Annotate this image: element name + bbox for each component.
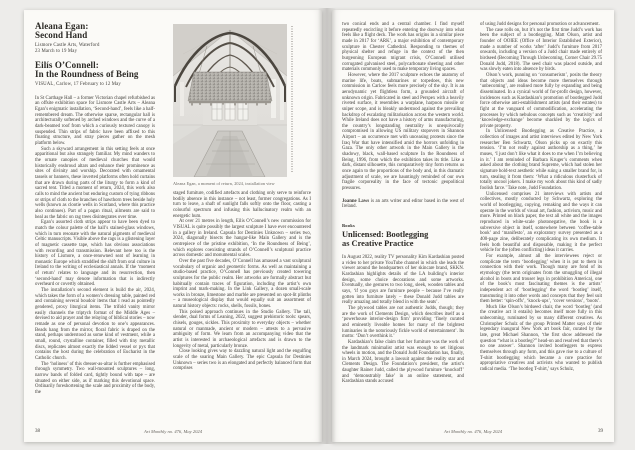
title-line: Unlicensed: Bootlegging [342,230,429,239]
review-body-continued [342,22,464,192]
title-line: In the Roundness of Being [35,68,139,79]
venue-details-lismore [35,43,155,55]
photo-credit-vertical [291,26,293,172]
installation-photo [173,24,287,177]
author-description: is an arts writer and editor based in the west of Ireland. [342,198,464,210]
journal-footer: Art Monthly no. 476, May 2024 [443,429,503,434]
review-body-column-2 [173,191,311,372]
page-gutter-shadow [318,8,336,444]
paragraph: The ‘holiness’ of this dresser-as-altar is further emphasised through symmetry. Two wall-mounted sculptures – long, narrow bands of folded card, tightly bound with tape – are situated on either side, as if marking this devotional space. Ordinarily foreshortening the scale and proximity of the body, the [35,361,155,395]
book-review-body-column-1 [342,255,464,385]
venue-line: 23 March to 19 May [35,48,78,54]
page-number: 38 [35,429,40,434]
paragraph: Such a skyward arrangement in this setting feels at once apparitional but also strangely familiar. My mind wanders to the ornate canopies of medieval churches that would historically enshroud altars and enhance their prominence as sites of divinity and worship. Decorated with ornamental tassels or banners, these inverted platforms often hold curtains that are drawn during parts of the liturgy to form a kind of sacred tent. Titled a moment of return, 2024, this work also calls to mind the ancient but enduring custom of tying ribbons or strips of cloth to the branches of hawthorn trees beside holy wells (known as clootie wells in Scotland, where this practice also continues). Part of a pagan ritual, ailments are said to heal as the fabric on rag trees disintegrates over time. [35,146,155,220]
title-line: Aleana Egan: [35,21,89,31]
left-wall-window [180,82,184,116]
paragraph: Olson’s work, punning on ‘consumerism’, posits the theory that objects and ideas become more themselves through ‘unbecoming’, are realised more fully by expanding and being disseminated. In a cynical world of for-profit design, however, incidences such as Kardashian’s promotion of bootlegged Judd force otherwise anti-establishment artists (and their estates) to fight at the vanguard of commodification, accelerating the processes by which nebulous concepts such as ‘creativity’ and ‘knowledge-exchange’ become shackled by the logics of private property. [480,72,602,129]
paragraph: For example, almost all the interviewees reject or complicate the term ‘bootlegging’ when it is put to them in connection with their work. Though many are fond of its etymology (the term originates from the smuggling of illegal alcohol in boots and trouser legs in prohibition America), one of the book’s most fascinating themes is the artists’ independent act of ‘bootlegging’ the word ‘bootleg’ itself, transmuting it into other words and concepts that they feel suit them better: ‘spin-offs’, ‘knock-ups’, ‘cover versions’, ‘boots’. [480,253,602,305]
title-line: Eilís O’Connell: [35,60,99,70]
paragraph: two conical ends and a central chamber. I find myself repeatedly encircling it before entering the doorway into what feels like a flight deck. The work has origins in a similar piece made in 2017 for ‘ARK’, a major exhibition of contemporary sculpture in Chester Cathedral. Responding to themes of physical shelter and refuge in the context of the then burgeoning European migrant crisis, O’Connell utilised corrugated galvanised steel, polycarbonate sheeting and other materials commonly used to make temporary living spaces. [342,22,464,73]
paragraph: The installation’s second element is build the air, 2024, which takes the form of a women’s dressing table, painted red and containing several boudoir items that I read as pointedly gendered, proxy liturgical items. The trifold vanity mirror easily channels the triptych format of the Middle Ages – devised to aid prayer and the relaying of biblical stories – now remade as one of personal devotion to one’s appearances. Beads hang from the mirror, floral fabric is draped on the stand, perhaps understood as some kind of vestment, while a small, round, crystalline container, filled with tiny metallic discs, replicates almost exactly the lidded vessel or pyx that contains the host during the celebration of Eucharist in the Catholic church. [35,288,155,361]
venue-details-visual [35,82,155,88]
left-page [24,10,322,442]
right-page-column-1 [342,22,464,385]
article-title-aleana-egan [35,22,155,40]
section-label-books: Books [342,223,356,228]
paragraph: staged furniture, codified artefacts and clothing only serve to reinforce bodily absence in this instance – not least, former congregations. As I turn to leave, a shaft of sunlight falls softly onto the floor, casting a colourful spectrum and infusing this hallucinatory realm with an energetic hum. [173,191,311,219]
venue-line: VISUAL, Carlow, 17 February to 12 May [35,81,121,87]
chapel-interior-illustration [173,24,287,177]
paragraph: In August 2022, reality TV personality Kim Kardashian posted a video to her private YouTube channel in which she leads the viewer around the headquarters of her skincare brand, SKKN. Kardashian highlights details of the LA building’s interior design, some choice decorations and some artworks. Eventually, she gestures to two long, sleek, wooden tables and says, ‘if you guys are furniture people – because I’ve really gotten into furniture lately – these Donald Judd tables are really amazing and totally blend in with the seats’. [342,255,464,306]
paragraph: This poised approach continues in the Studio Gallery. The tall, slender, dual forms of Leaning, 2022, suggest prehistoric tools: spears, chisels, gouges, sickles. This proximity to everyday objects – whether natural or manmade, ancient or modern – attests to a pervasive ambiguity of form. We learn from an accompanying video that the artist is interested in archaeological artefacts and is drawn to the longevity of metal, particularly bronze. [173,309,311,349]
paragraph: The plywood tables are not authentic Judds, though; they are the work of Clements Design, which describes itself as a ‘powerhouse interior-design firm’ providing ‘finely curated and eminently liveable homes for many of the brightest luminaries in the notoriously fickle world of entertainment’. Its motto: ‘Don’t overthink it.’ [342,305,464,340]
paragraph: At over 21 metres in length, Eilís O’Connell’s new commission for VISUAL is quite possibly the largest sculpture I have ever encountered in a gallery in Ireland. Capsula for Destinies Unknown – series two, 2024, diagonally bisects the hangar-like Main Gallery and is the centrepiece of the pristine exhibition, ‘In the Roundness of Being’, which explores coexisting strands of O’Connell’s sculptural practice across domestic and monumental scales. [173,219,311,259]
paragraph: Unlicensed comprises 21 interviews with artists and collectives, mostly conducted by Schwartz, exploring the world of bootlegging, copying, remaking and the ways it can operate in the worlds of visual art, fashion, activism, music and more. Printed on black paper, the text all white and the images reproduced in white-scale photonegative, the book is a subversive object in itself, somewhere between ‘coffee-table book’ and ‘manifesto’, an exploratory survey presented as a 400-page zine, deliberately complicating its own medium. It feels both beautiful and disposable, making it the perfect vehicle for the (often conflicting) ideas it carries. [480,191,602,254]
book-review-title [342,230,464,248]
paragraph: Over the past five decades, O’Connell has amassed a vast sculptural vocabulary of organic and geometric forms. As well as maintaining a studio-based practice, O’Connell has previously created towering sculptures for the public realm. Her artworks are formally abstract but habitually contain traces of figuration, including the artist’s own imprint and mark-making. In the Link Gallery, a dozen small-scale works in bronze, limestone and marble are presented on spot-lit plinths – a museological display that would equally suit an assortment of natural history objects: rocks, shells, fossils, bones. [173,258,311,310]
author-name: Joanne Laws [342,198,370,204]
left-page-column-2 [173,24,311,372]
right-page [332,10,614,442]
left-page-folio [35,429,311,437]
book-review-body-column-2 [480,22,602,373]
photo-caption: Aleana Egan, a moment of return, 2024, installation view [173,181,275,186]
left-page-column-1 [35,22,155,396]
paragraph: Kardashian’s false claim that her furniture was the work of the landmark minimalist artist was enough to set litigious wheels in motion, and the Donald Judd Foundation has, finally, in March 2024, brought a lawsuit against the reality star and Clements Design. The Foundation’s president, the artist’s daughter Rainer Judd, called the plywood furniture ‘knockoff’ and ‘demonstrably fake’ in an online statement, and Kardashian stands accused [342,339,464,385]
paragraph: of using Judd designs for personal promotion or advancement. [480,22,600,27]
review-body-column-1 [35,96,155,396]
paragraph: Egan’s assorted cloth strips appear to have been dyed to match the colour palette of the hall’s stained-glass windows, which in turn resonate with the natural pigments of medieval Celtic manuscripts. Visible above the rags is a glistening layer of magnetic cassette tape, which has obvious associations with recording and transmission. Relevant here too is the history of Lismore, a once-renowned seat of learning in monastic Europe which straddled the shift from oral culture in Ireland to the writing of ecclesiastical annals. If the ‘moment of return’ relates to language and its resurrection, then ‘second-hand’ may denote information that is indirectly overheard or covertly obtained. [35,220,155,288]
paragraph: However, where the 2017 sculpture echoes the anatomy of marine life, boats, submarines or torpedoes, this new commission in Carlow feels more precisely of the sky. It is an aerodynamic yet flightless form, a grounded aircraft of unknown origin. Fabricated in steel and Perspex with a heavily riveted surface, it resembles a warplane, harpoon missile or sniper scope, and is bleakly understood against the prevailing backdrop of escalating militarisation across the western world. While Ireland does not have a history of arms manufacturing, the country’s longstanding neutrality is unequivocally compromised in allowing US military stopovers in Shannon Airport – an occurrence met with unceasing protests since the Iraq War that have intensified amid the horrors unfolding in Gaza. The only other artwork in the Main Gallery is the shadowy, black, wall-based sculpture In the Roundness of Being, 1996, from which the exhibition takes its title. Like a dark, distant silhouette, this comparatively tiny form returns us once again to the proportions of the body and, in this dramatic adjustment of scale, we are hauntingly reminded of our own fragile corporeality in the face of tectonic geopolitical pressures. [342,72,464,192]
title-line: as Creative Practice [342,239,414,248]
paragraph: The case rolls on, but it’s not the first time Judd’s work has been the subject of a bootlegging. Matt Olson, artist and founder of OOIEE (Office of Interior Established Exterior), made a number of works ‘after’ Judd’s furniture from 2017 onwards, including a version of a Judd chair made entirely of birdseed (Becoming Through Unbecoming, Corner Chair 29.75 Donald Judd, 2018). The seed chair was placed outside, and was slowly eaten into absence by birds. [480,27,602,73]
venue-line: Lismore Castle Arts, Waterford [35,42,100,48]
paragraph: Close looking gives way to dazzling natural light and the engulfing scale of the soaring Main Gallery. The epic Capsula for Destinies Unknown – series two is an elongated and perfectly balanced form that comprises [173,349,311,372]
right-page-column-2 [480,22,602,373]
paragraph: In St Carthage Hall – a former Victorian chapel refurbished as an offsite exhibition space for Lismore Castle Arts – Aleana Egan’s enigmatic installation, ‘Second-hand’, feels like a half-remembered dream. The otherwise sparse, rectangular hall is architecturally softened by arched windows and the curve of a dark-beamed roof from which a curiously textured canopy is suspended. Thin strips of fabric have been affixed to this floating structure, and stray pieces gather on the mesh platform below. [35,95,155,147]
right-page-folio [343,429,603,437]
paragraph: Much like Olson’s birdseed chair, the word ‘bootleg’ (and the creative act it entails) becomes itself more fully in this unbecoming, ruminated by so many different creatives. As Christopher Schulz of the group Printed Matter says of their legendary inaugural New York art book fair, curated by the late, great Michael Shannon, ‘the first show addressed the question “what is a bootleg?” head-on and resolved that there’s no one answer’. Shannon invited bootleggers to express themselves through any form, and this gave rise to a culture of T-shirt bootlegging which became a core practice for appropriative creatives and activists who wanted to publish radical media. ‘The bootleg T-shirt,’ says Schulz, [480,304,602,373]
title-line: Second Hand [35,29,88,40]
paragraph: In Unlicensed: Bootlegging as Creative Practice, a collection of images and artist interviews edited by New York researcher Ben Schwartz, Olson picks up on exactly this tension. ‘I’m not really against authorship as a thing,’ he muses, ‘I just don’t like what it does to me when I’m believing in it.’ I am reminded of Barbara Kruger’s comments when asked about the clothing brand Supreme, which had stolen her signature bold-text aesthetic while suing a smaller brand for, in turn, stealing it from them: ‘What a ridiculous clusterfuck of totally uncool jokers. I make my work about this kind of sadly foolish farce.’ Take note, Judd Foundation. [480,129,602,192]
journal-footer: Art Monthly no. 476, May 2024 [143,429,203,434]
page-number: 39 [598,429,603,434]
article-title-oconnell [35,61,155,79]
author-byline [342,199,464,210]
